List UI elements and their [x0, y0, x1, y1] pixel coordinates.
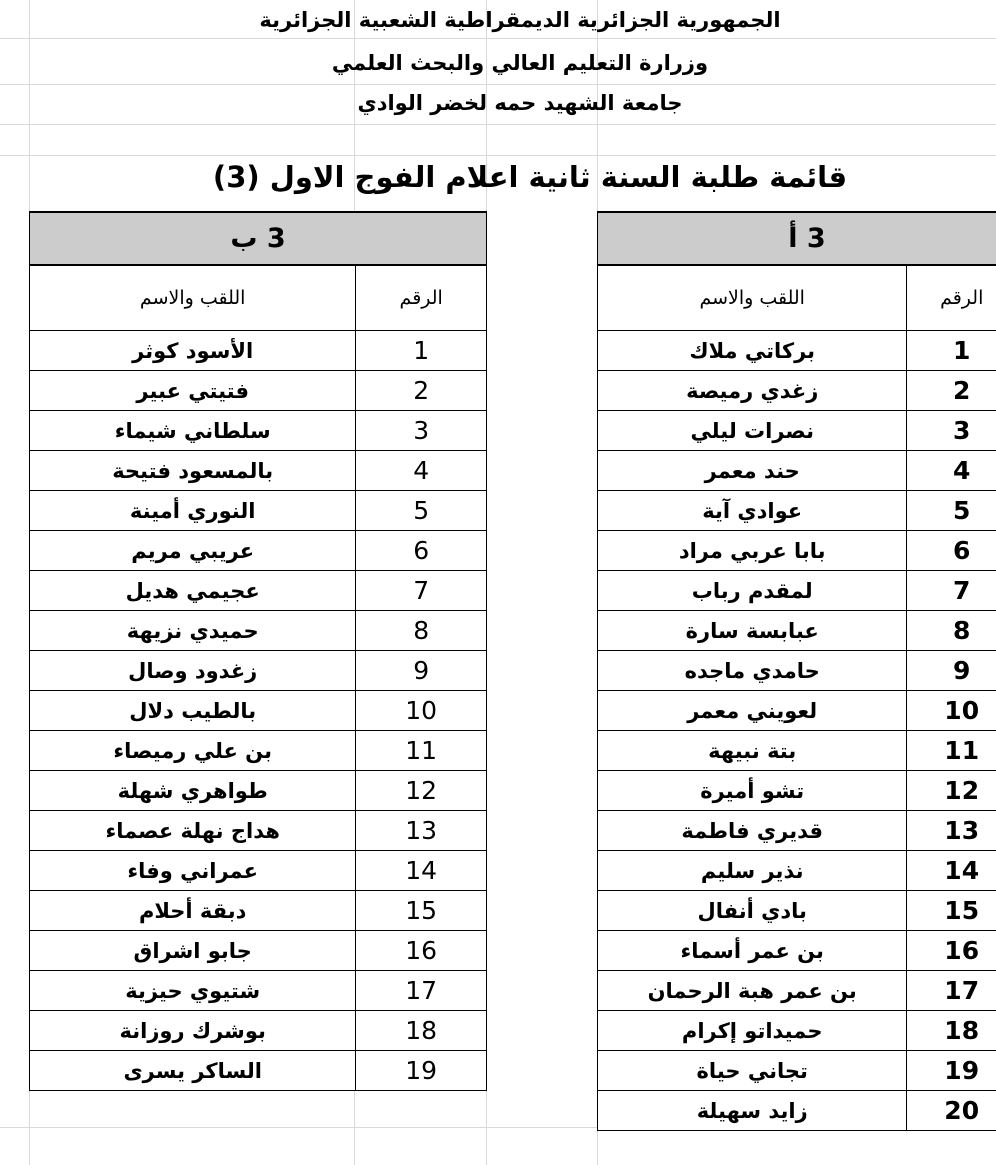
student-number: 14: [907, 851, 996, 891]
number-column-header: الرقم: [356, 265, 487, 331]
table-row: [30, 611, 487, 651]
student-number: 18: [356, 1011, 487, 1051]
student-name: بوشرك روزانة: [30, 1011, 356, 1051]
student-name: تجاني حياة: [598, 1051, 907, 1091]
student-number: 6: [907, 531, 996, 571]
student-number: 10: [907, 691, 996, 731]
student-name: زغدود وصال: [30, 651, 356, 691]
student-number: 16: [907, 931, 996, 971]
table-row: [598, 771, 996, 811]
table-row: [30, 691, 487, 731]
student-number: 1: [907, 331, 996, 371]
student-number: 6: [356, 531, 487, 571]
student-number: 20: [907, 1091, 996, 1131]
student-name: بالطيب دلال: [30, 691, 356, 731]
grid-line: [0, 155, 996, 156]
grid-line: [0, 124, 996, 125]
table-row: [30, 931, 487, 971]
table-row: [30, 331, 487, 371]
table-row: [598, 971, 996, 1011]
table-row: [30, 1011, 487, 1051]
student-name: بتة نبيهة: [598, 731, 907, 771]
page-title: قائمة طلبة السنة ثانية اعلام الفوج الاول (3): [212, 160, 848, 194]
student-name: عبابسة سارة: [598, 611, 907, 651]
table-row: [30, 771, 487, 811]
student-name: لعويني معمر: [598, 691, 907, 731]
table-row: [598, 651, 996, 691]
table-row: [598, 691, 996, 731]
student-number: 19: [907, 1051, 996, 1091]
table-row: [598, 891, 996, 931]
table-row: [30, 371, 487, 411]
group-a-title: 3 أ: [598, 212, 996, 265]
student-name: لمقدم رباب: [598, 571, 907, 611]
table-row: [30, 451, 487, 491]
student-name: الأسود كوثر: [30, 331, 356, 371]
student-number: 16: [356, 931, 487, 971]
table-row: [30, 971, 487, 1011]
table-row: [598, 851, 996, 891]
republic-heading: الجمهورية الجزائرية الديمقراطية الشعبية الجزائرية: [259, 8, 781, 32]
student-number: 11: [907, 731, 996, 771]
student-name: بن عمر أسماء: [598, 931, 907, 971]
student-number: 5: [356, 491, 487, 531]
student-number: 9: [907, 651, 996, 691]
name-column-header: اللقب والاسم: [598, 265, 907, 331]
student-number: 7: [907, 571, 996, 611]
student-number: 1: [356, 331, 487, 371]
student-number: 12: [356, 771, 487, 811]
student-name: نصرات ليلي: [598, 411, 907, 451]
table-row: [598, 491, 996, 531]
student-name: سلطاني شيماء: [30, 411, 356, 451]
student-name: حميدي نزيهة: [30, 611, 356, 651]
student-name: حامدي ماجده: [598, 651, 907, 691]
student-name: بن عمر هبة الرحمان: [598, 971, 907, 1011]
group-a-table: [597, 211, 996, 1131]
group-b-rows: [30, 331, 487, 1091]
table-row: [598, 811, 996, 851]
table-row: [598, 571, 996, 611]
table-row: [30, 1051, 487, 1091]
student-number: 3: [907, 411, 996, 451]
student-number: 18: [907, 1011, 996, 1051]
table-row: [598, 411, 996, 451]
student-name: جابو اشراق: [30, 931, 356, 971]
student-name: عوادي آية: [598, 491, 907, 531]
student-name: بركاتي ملاك: [598, 331, 907, 371]
group-b-title: 3 ب: [30, 212, 487, 265]
student-number: 19: [356, 1051, 487, 1091]
student-number: 5: [907, 491, 996, 531]
student-number: 17: [356, 971, 487, 1011]
student-name: بالمسعود فتيحة: [30, 451, 356, 491]
student-name: بن علي رميصاء: [30, 731, 356, 771]
student-number: 13: [907, 811, 996, 851]
table-row: [30, 651, 487, 691]
student-name: حند معمر: [598, 451, 907, 491]
name-column-header: اللقب والاسم: [30, 265, 356, 331]
table-row: [30, 491, 487, 531]
student-number: 13: [356, 811, 487, 851]
table-row: [598, 451, 996, 491]
student-number: 12: [907, 771, 996, 811]
student-name: زايد سهيلة: [598, 1091, 907, 1131]
student-number: 8: [907, 611, 996, 651]
student-name: بادي أنفال: [598, 891, 907, 931]
table-row: [30, 811, 487, 851]
table-row: [598, 331, 996, 371]
table-row: [598, 931, 996, 971]
table-row: [598, 1091, 996, 1131]
table-row: [598, 1011, 996, 1051]
ministry-heading: وزرارة التعليم العالي والبحث العلمي: [331, 51, 709, 75]
student-number: 2: [356, 371, 487, 411]
table-row: [598, 611, 996, 651]
student-name: عجيمي هديل: [30, 571, 356, 611]
student-name: النوري أمينة: [30, 491, 356, 531]
student-number: 11: [356, 731, 487, 771]
group-b-table: [29, 211, 487, 1091]
table-row: [30, 411, 487, 451]
student-name: عريبي مريم: [30, 531, 356, 571]
student-number: 15: [907, 891, 996, 931]
student-name: عمراني وفاء: [30, 851, 356, 891]
table-row: [30, 531, 487, 571]
grid-line: [0, 84, 996, 85]
table-row: [598, 731, 996, 771]
student-name: زغدي رميصة: [598, 371, 907, 411]
table-row: [598, 1051, 996, 1091]
student-name: قديري فاطمة: [598, 811, 907, 851]
student-number: 9: [356, 651, 487, 691]
table-row: [598, 371, 996, 411]
student-name: شتيوي حيزية: [30, 971, 356, 1011]
student-name: بابا عربي مراد: [598, 531, 907, 571]
student-number: 10: [356, 691, 487, 731]
student-name: نذير سليم: [598, 851, 907, 891]
student-number: 7: [356, 571, 487, 611]
student-number: 15: [356, 891, 487, 931]
student-name: هداج نهلة عصماء: [30, 811, 356, 851]
table-row: [30, 731, 487, 771]
grid-line: [0, 38, 996, 39]
student-number: 17: [907, 971, 996, 1011]
student-number: 3: [356, 411, 487, 451]
student-name: حميداتو إكرام: [598, 1011, 907, 1051]
group-a-rows: [598, 331, 996, 1131]
student-name: دبقة أحلام: [30, 891, 356, 931]
table-row: [30, 571, 487, 611]
student-name: تشو أميرة: [598, 771, 907, 811]
number-column-header: الرقم: [907, 265, 996, 331]
university-heading: جامعة الشهيد حمه لخضر الوادي: [357, 91, 683, 115]
table-row: [598, 531, 996, 571]
student-name: طواهري شهلة: [30, 771, 356, 811]
student-number: 4: [356, 451, 487, 491]
student-number: 4: [907, 451, 996, 491]
student-number: 2: [907, 371, 996, 411]
student-number: 8: [356, 611, 487, 651]
student-name: فتيتي عبير: [30, 371, 356, 411]
table-row: [30, 851, 487, 891]
student-number: 14: [356, 851, 487, 891]
table-row: [30, 891, 487, 931]
student-name: الساكر يسرى: [30, 1051, 356, 1091]
